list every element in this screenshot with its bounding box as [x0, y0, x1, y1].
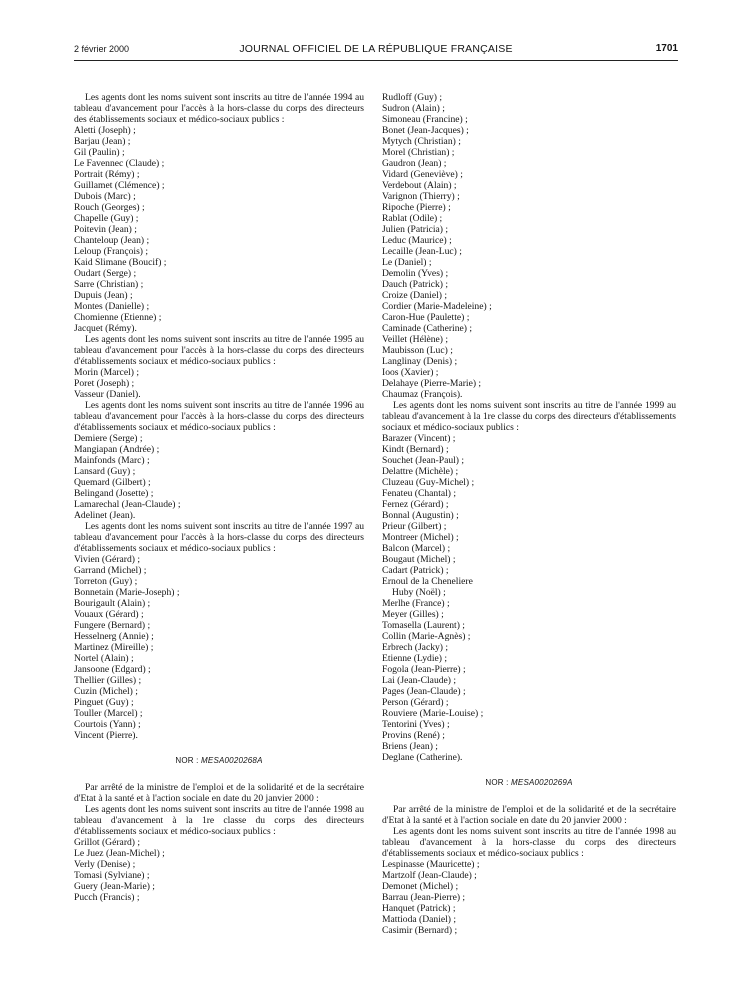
list-item: Fogola (Jean-Pierre) ; [382, 664, 466, 675]
list-item: Kaid Slimane (Boucif) ; [74, 257, 167, 268]
nor-code: MESA0020268A [201, 756, 263, 765]
list-item: Meyer (Gilles) ; [382, 609, 444, 620]
list-item: Croize (Daniel) ; [382, 290, 447, 301]
list-item: Hesselnerg (Annie) ; [74, 631, 154, 642]
list-item: Julien (Patricia) ; [382, 224, 449, 235]
list-item: Briens (Jean) ; [382, 741, 438, 752]
list-item: Verdebout (Alain) ; [382, 180, 457, 191]
list-item: Cuzin (Michel) ; [74, 686, 138, 697]
list-item: Tomasi (Sylviane) ; [74, 870, 150, 881]
list-item: Montreer (Michel) ; [382, 532, 459, 543]
list-item: Chanteloup (Jean) ; [74, 235, 150, 246]
list-item: Le (Daniel) ; [382, 257, 432, 268]
list-item: Caminade (Catherine) ; [382, 323, 473, 334]
list-item: Lamarechal (Jean-Claude) ; [74, 499, 181, 510]
paragraph: Les agents dont les noms suivent sont inscrits au titre de l'année 1999 au tableau d'avancement à la 1re classe du corps des directeurs d'établissements sociaux et médico-sociaux publics : [382, 400, 676, 433]
list-item: Poitevin (Jean) ; [74, 224, 137, 235]
list-item: Huby (Noël) ; [392, 587, 446, 598]
list-item: Souchet (Jean-Paul) ; [382, 455, 465, 466]
name-list [74, 367, 364, 400]
list-item: Sarre (Christian) ; [74, 279, 144, 290]
list-item: Deglane (Catherine). [382, 752, 463, 763]
name-list [74, 554, 364, 741]
list-item: Balcon (Marcel) ; [382, 543, 451, 554]
nor-label: NOR : [485, 778, 509, 787]
list-item: Cordier (Marie-Madeleine) ; [382, 301, 492, 312]
paragraph: Par arrêté de la ministre de l'emploi et de la solidarité et de la secrétaire d'Etat à la santé et à l'action sociale en date du 20 janvier 2000 : [382, 804, 676, 826]
list-item: Grillot (Gérard) ; [74, 837, 141, 848]
list-item: Merlhe (France) ; [382, 598, 450, 609]
name-list [74, 433, 364, 521]
paragraph: Les agents dont les noms suivent sont inscrits au titre de l'année 1994 au tableau d'avancement pour l'accès à la hors-classe du corps des directeurs des établissements sociaux et médico-sociaux publics : [74, 92, 364, 125]
nor-label: NOR : [175, 756, 199, 765]
list-item: Rudloff (Guy) ; [382, 92, 443, 103]
right-column [382, 92, 676, 936]
list-item: Mytych (Christian) ; [382, 136, 461, 147]
list-item: Verly (Denise) ; [74, 859, 136, 870]
list-item: Provins (René) ; [382, 730, 445, 741]
list-item: Dubois (Marc) ; [74, 191, 136, 202]
list-item: Chaumaz (François). [382, 389, 463, 400]
name-list [382, 587, 676, 598]
list-item: Lai (Jean-Claude) ; [382, 675, 457, 686]
list-item: Bonnal (Augustin) ; [382, 510, 459, 521]
list-item: Jacquet (Rémy). [74, 323, 137, 334]
list-item: Jansoone (Edgard) ; [74, 664, 151, 675]
list-item: Caron-Hue (Paulette) ; [382, 312, 470, 323]
list-item: Hanquet (Patrick) ; [382, 903, 456, 914]
list-item: Chomienne (Etienne) ; [74, 312, 162, 323]
list-item: Cluzeau (Guy-Michel) ; [382, 477, 475, 488]
paragraph: Les agents dont les noms suivent sont inscrits au titre de l'année 1996 au tableau d'avancement pour l'accès à la hors-classe du corps des directeurs d'établissements sociaux et médico-sociaux publics : [74, 400, 364, 433]
left-column [74, 92, 364, 903]
list-item: Bougaut (Michel) ; [382, 554, 456, 565]
list-item: Touller (Marcel) ; [74, 708, 143, 719]
list-item: Demiere (Serge) ; [74, 433, 143, 444]
list-item: Ripoche (Pierre) ; [382, 202, 451, 213]
list-item: Lansard (Guy) ; [74, 466, 136, 477]
list-item: Sudron (Alain) ; [382, 103, 445, 114]
name-list [382, 92, 676, 400]
list-item: Martzolf (Jean-Claude) ; [382, 870, 477, 881]
list-item: Etienne (Lydie) ; [382, 653, 448, 664]
name-list [74, 837, 364, 903]
list-item: Gil (Paulin) ; [74, 147, 125, 158]
list-item: Vincent (Pierre). [74, 730, 138, 741]
list-item: Leloup (François) ; [74, 246, 149, 257]
list-item: Demonet (Michel) ; [382, 881, 459, 892]
list-item: Dauch (Patrick) ; [382, 279, 449, 290]
list-item: Montes (Danielle) ; [74, 301, 150, 312]
list-item: Le Juez (Jean-Michel) ; [74, 848, 165, 859]
list-item: Morel (Christian) ; [382, 147, 455, 158]
list-item: Poret (Joseph) ; [74, 378, 135, 389]
list-item: Rablat (Odile) ; [382, 213, 443, 224]
paragraph: Les agents dont les noms suivent sont inscrits au titre de l'année 1998 au tableau d'avancement à la hors-classe du corps des directeurs d'établissements sociaux et médico-sociaux publics : [382, 826, 676, 859]
page-number: 1701 [655, 43, 678, 54]
name-list [382, 859, 676, 936]
list-item: Delattre (Michèle) ; [382, 466, 459, 477]
list-item: Portrait (Rémy) ; [74, 169, 140, 180]
list-item: Veillet (Hélène) ; [382, 334, 449, 345]
list-item: Vasseur (Daniel). [74, 389, 141, 400]
list-item: Bonnetain (Marie-Joseph) ; [74, 587, 180, 598]
list-item: Simoneau (Francine) ; [382, 114, 468, 125]
list-item: Nortel (Alain) ; [74, 653, 134, 664]
list-item: Collin (Marie-Agnès) ; [382, 631, 471, 642]
paragraph: Les agents dont les noms suivent sont inscrits au titre de l'année 1998 au tableau d'avancement à la 1re classe du corps des directeurs d'établissements sociaux et médico-sociaux publics : [74, 804, 364, 837]
list-item: Barjau (Jean) ; [74, 136, 131, 147]
list-item: Bourigault (Alain) ; [74, 598, 151, 609]
list-item: Vivien (Gérard) ; [74, 554, 141, 565]
list-item: Fungere (Bernard) ; [74, 620, 151, 631]
list-item: Gaudron (Jean) ; [382, 158, 447, 169]
list-item: Pages (Jean-Claude) ; [382, 686, 466, 697]
list-item: Vouaux (Gérard) ; [74, 609, 144, 620]
paragraph: Les agents dont les noms suivent sont inscrits au titre de l'année 1997 au tableau d'avancement pour l'accès à la hors-classe du corps des directeurs d'établissements sociaux et médico-sociaux publics : [74, 521, 364, 554]
name-list [74, 125, 364, 334]
list-item: Fernez (Gérard) ; [382, 499, 449, 510]
list-item: Le Favennec (Claude) ; [74, 158, 165, 169]
list-item: Adelinet (Jean). [74, 510, 136, 521]
list-item: Pinguet (Guy) ; [74, 697, 134, 708]
list-item: Barrau (Jean-Pierre) ; [382, 892, 466, 903]
list-item: Quemard (Gilbert) ; [74, 477, 151, 488]
list-item: Demolin (Yves) ; [382, 268, 449, 279]
list-item: Erbrech (Jacky) ; [382, 642, 449, 653]
list-item: Ernoul de la Cheneliere [382, 576, 473, 587]
list-item: Garrand (Michel) ; [74, 565, 147, 576]
list-item: Chapelle (Guy) ; [74, 213, 139, 224]
list-item: Tomasella (Laurent) ; [382, 620, 465, 631]
list-item: Cadart (Patrick) ; [382, 565, 449, 576]
list-item: Tentorini (Yves) ; [382, 719, 450, 730]
list-item: Varignon (Thierry) ; [382, 191, 460, 202]
list-item: Prieur (Gilbert) ; [382, 521, 447, 532]
name-list [382, 433, 676, 587]
list-item: Bonet (Jean-Jacques) ; [382, 125, 469, 136]
list-item: Lecaille (Jean-Luc) ; [382, 246, 462, 257]
list-item: Guillamet (Clémence) ; [74, 180, 165, 191]
list-item: Torreton (Guy) ; [74, 576, 138, 587]
list-item: Barazer (Vincent) ; [382, 433, 456, 444]
list-item: Morin (Marcel) ; [74, 367, 140, 378]
list-item: Mangiapan (Andrée) ; [74, 444, 160, 455]
paragraph: Par arrêté de la ministre de l'emploi et de la solidarité et de la secrétaire d'Etat à la santé et à l'action sociale en date du 20 janvier 2000 : [74, 782, 364, 804]
list-item: Mattioda (Daniel) ; [382, 914, 457, 925]
list-item: Guery (Jean-Marie) ; [74, 881, 155, 892]
list-item: Mainfonds (Marc) ; [74, 455, 150, 466]
list-item: Maubisson (Luc) ; [382, 345, 453, 356]
list-item: Pucch (Francis) ; [74, 892, 140, 903]
list-item: Rouviere (Marie-Louise) ; [382, 708, 484, 719]
list-item: Dupuis (Jean) ; [74, 290, 133, 301]
list-item: Kindt (Bernard) ; [382, 444, 449, 455]
list-item: Aletti (Joseph) ; [74, 125, 136, 136]
list-item: Langlinay (Denis) ; [382, 356, 458, 367]
list-item: Ioos (Xavier) ; [382, 367, 439, 378]
paragraph: Les agents dont les noms suivent sont inscrits au titre de l'année 1995 au tableau d'avancement pour l'accès à la hors-classe du corps des directeurs d'établissements sociaux et médico-sociaux publics : [74, 334, 364, 367]
list-item: Vidard (Geneviève) ; [382, 169, 463, 180]
list-item: Delahaye (Pierre-Marie) ; [382, 378, 482, 389]
list-item: Fenateu (Chantal) ; [382, 488, 457, 499]
list-item: Person (Gérard) ; [382, 697, 449, 708]
page-header [74, 42, 678, 61]
list-item: Casimir (Bernard) ; [382, 925, 458, 936]
header-title: JOURNAL OFFICIEL DE LA RÉPUBLIQUE FRANÇAISE [239, 43, 513, 55]
list-item: Leduc (Maurice) ; [382, 235, 452, 246]
header-date: 2 février 2000 [74, 44, 130, 54]
list-item: Courtois (Yann) ; [74, 719, 141, 730]
list-item: Martinez (Mireille) ; [74, 642, 154, 653]
list-item: Oudart (Serge) ; [74, 268, 137, 279]
nor-reference [382, 777, 676, 788]
name-list [382, 598, 676, 763]
nor-code: MESA0020269A [511, 778, 573, 787]
list-item: Rouch (Georges) ; [74, 202, 145, 213]
list-item: Thellier (Gilles) ; [74, 675, 142, 686]
nor-reference [74, 755, 364, 766]
list-item: Lespinasse (Mauricette) ; [382, 859, 480, 870]
list-item: Belingand (Josette) ; [74, 488, 154, 499]
